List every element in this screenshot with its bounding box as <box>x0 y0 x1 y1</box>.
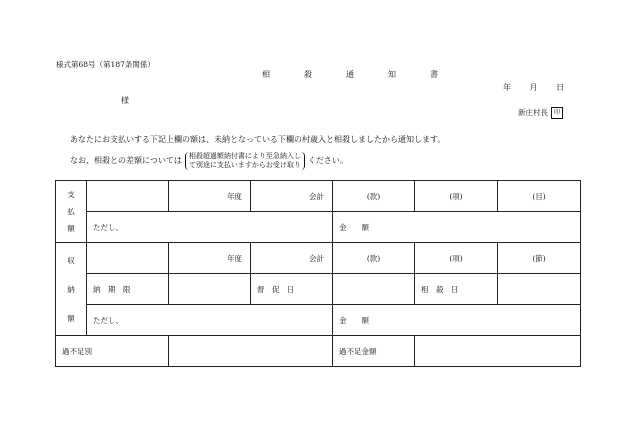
payment-amount: 金 額 <box>333 212 581 243</box>
moku-label: (目) <box>498 181 581 212</box>
day-label: 日 <box>556 83 565 92</box>
offset-date-label: 相 殺 日 <box>415 274 498 305</box>
revenue-kan-label: (款) <box>333 243 415 274</box>
month-label: 月 <box>529 83 538 92</box>
notice-table <box>55 180 581 367</box>
revenue-setsu-label: (節) <box>498 243 581 274</box>
revenue-account-label: 会計 <box>251 243 333 274</box>
body-line-1: あなたにお支払いする下記上欄の額は、未納となっている下欄の村歳入と相殺しましたから通知します。 <box>70 135 446 144</box>
excess-amount-label: 過不足金額 <box>333 336 415 367</box>
body-line-2-suffix: ください。 <box>307 156 348 165</box>
sender-name: 新庄村長 <box>518 108 548 117</box>
form-number: 様式第68号（第187条関係） <box>56 60 155 69</box>
demand-date-label: 督 促 日 <box>251 274 333 305</box>
revenue-fiscal-year-label: 年度 <box>169 243 251 274</box>
excess-breakdown-label: 過不足別 <box>56 336 169 367</box>
account-label: 会計 <box>251 181 333 212</box>
sender <box>518 107 563 119</box>
kou-label: (項) <box>415 181 498 212</box>
revenue-tadashi: ただし、 <box>87 305 333 336</box>
revenue-amount-label: 収 納 額 <box>56 243 87 336</box>
payment-amount-label: 支 払 額 <box>56 181 87 243</box>
body-line-2-prefix: なお、相殺との差額については <box>70 156 182 165</box>
addressee-suffix: 様 <box>121 96 129 105</box>
fiscal-year-label: 年度 <box>169 181 251 212</box>
revenue-amount: 金 額 <box>333 305 581 336</box>
document-title: 相 殺 通 知 書 <box>262 70 451 79</box>
option-1: 相殺超過額納付書により至急納入し <box>188 152 301 160</box>
payment-tadashi: ただし、 <box>87 212 333 243</box>
year-label: 年 <box>503 83 511 92</box>
body-line-2 <box>70 152 348 170</box>
option-brace <box>185 152 305 170</box>
option-2: て別途に支払いますからお受け取り <box>188 161 301 169</box>
seal-mark: 印 <box>551 107 563 119</box>
due-date-label: 納 期 限 <box>87 274 169 305</box>
kan-label: (款) <box>333 181 415 212</box>
date-line <box>503 82 580 93</box>
revenue-kou-label: (項) <box>415 243 498 274</box>
